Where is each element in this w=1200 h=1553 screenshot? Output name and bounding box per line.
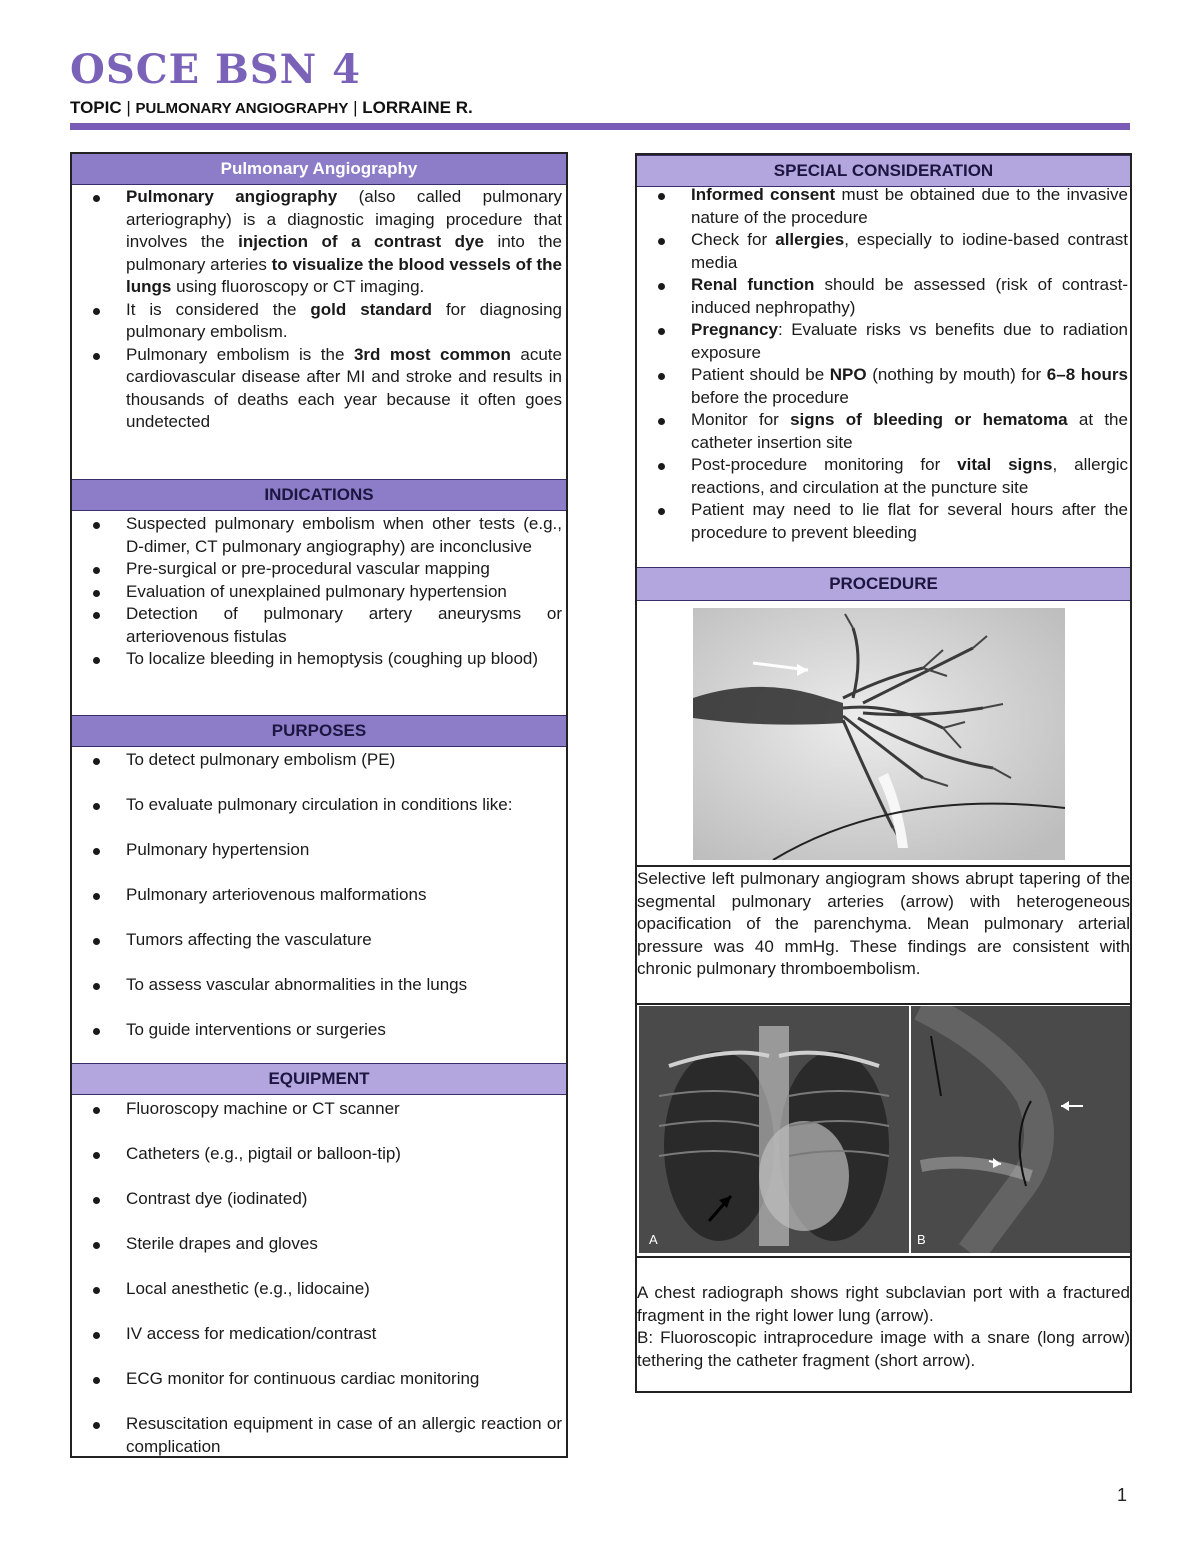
- panel-b-label: B: [917, 1232, 926, 1247]
- list-item: To evaluate pulmonary circulation in conditions like:: [72, 794, 564, 817]
- purposes-list: [72, 749, 564, 1042]
- equipment-list: [72, 1098, 564, 1458]
- angiogram-caption: Selective left pulmonary angiogram shows abrupt tapering of the segmental pulmonary arteries (arrow) with heterogeneous opacification of the parenchyma. Mean pulmonary arterial pressure was 40 mmHg. These findings are consistent with chronic pulmonary thromboembolism.: [637, 869, 1130, 978]
- list-item: Pulmonary hypertension: [72, 839, 564, 862]
- special-consideration-list: [637, 184, 1130, 544]
- list-item: Patient should be NPO (nothing by mouth) for 6–8 hours before the procedure: [637, 364, 1130, 409]
- section-heading-indications: INDICATIONS: [72, 479, 566, 511]
- chest-radiograph-image: [639, 1006, 909, 1253]
- list-item: Catheters (e.g., pigtail or balloon-tip): [72, 1143, 564, 1166]
- list-item: It is considered the gold standard for diagnosing pulmonary embolism.: [72, 299, 564, 344]
- indications-list: [72, 513, 564, 671]
- list-item: Check for allergies, especially to iodine-based contrast media: [637, 229, 1130, 274]
- list-item: Suspected pulmonary embolism when other tests (e.g., D-dimer, CT pulmonary angiography) are inconclusive: [72, 513, 564, 558]
- list-item: ECG monitor for continuous cardiac monitoring: [72, 1368, 564, 1391]
- topic-label: TOPIC: [70, 98, 122, 117]
- right-column: [635, 153, 1132, 1393]
- topic-separator-1: |: [126, 98, 131, 117]
- radiograph-caption-a: A chest radiograph shows right subclavian port with a fractured fragment in the right lower lung (arrow).: [637, 1283, 1130, 1325]
- section-heading-pulmonary-angiography: Pulmonary Angiography: [72, 154, 566, 185]
- list-item: Pregnancy: Evaluate risks vs benefits due to radiation exposure: [637, 319, 1130, 364]
- list-item: To assess vascular abnormalities in the lungs: [72, 974, 564, 997]
- header-divider: [70, 123, 1130, 130]
- list-item: Contrast dye (iodinated): [72, 1188, 564, 1211]
- fluoroscopy-snare-image: [911, 1006, 1130, 1253]
- list-item: Local anesthetic (e.g., lidocaine): [72, 1278, 564, 1301]
- list-item: Tumors affecting the vasculature: [72, 929, 564, 952]
- figure-divider: [637, 865, 1130, 867]
- section-heading-procedure: PROCEDURE: [637, 567, 1130, 601]
- panel-a-label: A: [649, 1232, 658, 1247]
- list-item: Pulmonary embolism is the 3rd most common acute cardiovascular disease after MI and stroke and results in thousands of deaths each year because it often goes undetected: [72, 344, 564, 434]
- author-name: LORRAINE R.: [362, 98, 473, 117]
- document-title: OSCE BSN 4: [70, 46, 361, 93]
- list-item: Pulmonary angiography (also called pulmonary arteriography) is a diagnostic imaging procedure that involves the injection of a contrast dye into the pulmonary arteries to visualize the blood vessels of the lungs using fluoroscopy or CT imaging.: [72, 186, 564, 299]
- figure-divider: [637, 1256, 1130, 1258]
- list-item: To detect pulmonary embolism (PE): [72, 749, 564, 772]
- list-item: Pre-surgical or pre-procedural vascular mapping: [72, 558, 564, 581]
- radiograph-caption: [637, 1282, 1130, 1372]
- list-item: Post-procedure monitoring for vital signs, allergic reactions, and circulation at the puncture site: [637, 454, 1130, 499]
- list-item: IV access for medication/contrast: [72, 1323, 564, 1346]
- list-item: Evaluation of unexplained pulmonary hypertension: [72, 581, 564, 604]
- list-item: Patient may need to lie flat for several hours after the procedure to prevent bleeding: [637, 499, 1130, 544]
- list-item: To localize bleeding in hemoptysis (coughing up blood): [72, 648, 564, 671]
- topic-name: PULMONARY ANGIOGRAPHY: [135, 100, 349, 117]
- list-item: Sterile drapes and gloves: [72, 1233, 564, 1256]
- list-item: Pulmonary arteriovenous malformations: [72, 884, 564, 907]
- list-item: Fluoroscopy machine or CT scanner: [72, 1098, 564, 1121]
- radiograph-caption-b: B: Fluoroscopic intraprocedure image with a snare (long arrow) tethering the catheter fragment (short arrow).: [637, 1328, 1130, 1370]
- list-item: To guide interventions or surgeries: [72, 1019, 564, 1042]
- intro-list: [72, 186, 564, 434]
- page-number: 1: [1117, 1485, 1128, 1505]
- list-item: Monitor for signs of bleeding or hematoma at the catheter insertion site: [637, 409, 1130, 454]
- left-column: [70, 152, 568, 1458]
- topic-line: [70, 98, 473, 118]
- section-heading-purposes: PURPOSES: [72, 715, 566, 747]
- section-heading-special-consideration: SPECIAL CONSIDERATION: [637, 155, 1130, 187]
- pulmonary-angiogram-image: [693, 608, 1065, 860]
- figure-divider: [637, 1003, 1130, 1005]
- list-item: Resuscitation equipment in case of an allergic reaction or complication: [72, 1413, 564, 1458]
- list-item: Detection of pulmonary artery aneurysms or arteriovenous fistulas: [72, 603, 564, 648]
- list-item: Renal function should be assessed (risk of contrast-induced nephropathy): [637, 274, 1130, 319]
- section-heading-equipment: EQUIPMENT: [72, 1063, 566, 1095]
- topic-separator-2: |: [353, 98, 358, 117]
- list-item: Informed consent must be obtained due to the invasive nature of the procedure: [637, 184, 1130, 229]
